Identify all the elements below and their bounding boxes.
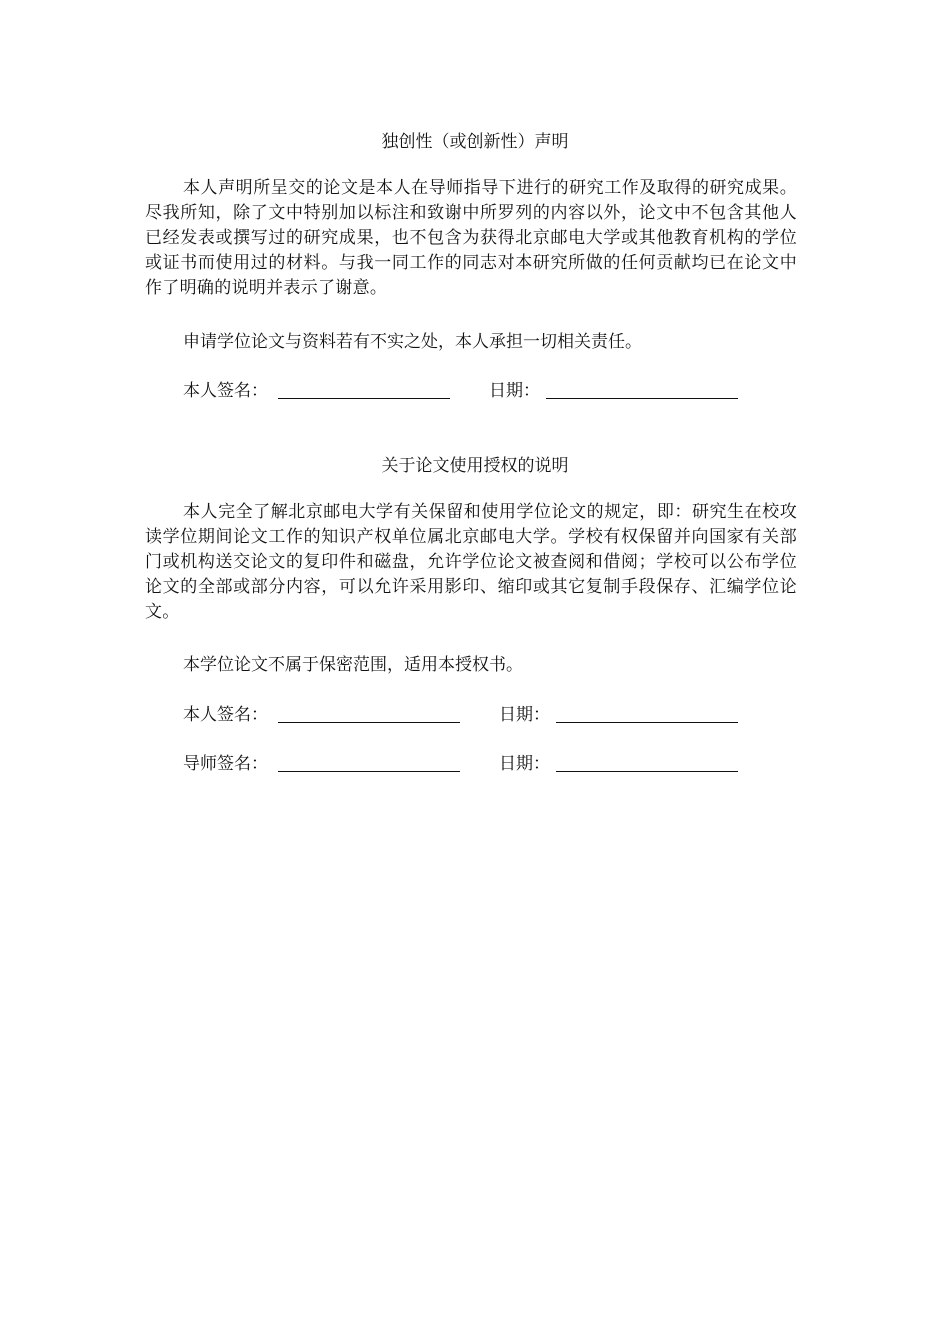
date-label: 日期： [499, 705, 550, 725]
date-label: 日期： [489, 381, 540, 401]
author-signature-label: 本人签名： [183, 705, 268, 725]
date-line [556, 722, 738, 723]
author-signature-label: 本人签名： [183, 381, 268, 401]
supervisor-signature-label: 导师签名： [183, 754, 268, 774]
author-signature-line [278, 722, 460, 723]
authorization-body: 本人完全了解北京邮电大学有关保留和使用学位论文的规定，即：研究生在校攻读学位期间论文工作的知识产权单位属北京邮电大学。学校有权保留并向国家有关部门或机构送交论文的复印件和磁盘，允许学位论文被查阅和借阅；学校可以公布学位论文的全部或部分内容，可以允许采用影印、缩印或其它复制手段保存、汇编学位论文。 [145, 502, 797, 622]
supervisor-signature-line [278, 771, 460, 772]
date-line [546, 398, 738, 399]
originality-declaration-title: 独创性（或创新性）声明 [381, 132, 569, 152]
author-signature-line [278, 398, 450, 399]
date-line [556, 771, 738, 772]
responsibility-statement: 申请学位论文与资料若有不实之处，本人承担一切相关责任。 [183, 332, 642, 352]
authorization-title: 关于论文使用授权的说明 [381, 456, 569, 476]
date-label: 日期： [499, 754, 550, 774]
originality-declaration-body: 本人声明所呈交的论文是本人在导师指导下进行的研究工作及取得的研究成果。尽我所知，除了文中特别加以标注和致谢中所罗列的内容以外，论文中不包含其他人已经发表或撰写过的研究成果，也不包含为获得北京邮电大学或其他教育机构的学位或证书而使用过的材料。与我一同工作的同志对本研究所做的任何贡献均已在论文中作了明确的说明并表示了谢意。 [145, 178, 797, 298]
confidentiality-statement: 本学位论文不属于保密范围，适用本授权书。 [183, 655, 523, 675]
